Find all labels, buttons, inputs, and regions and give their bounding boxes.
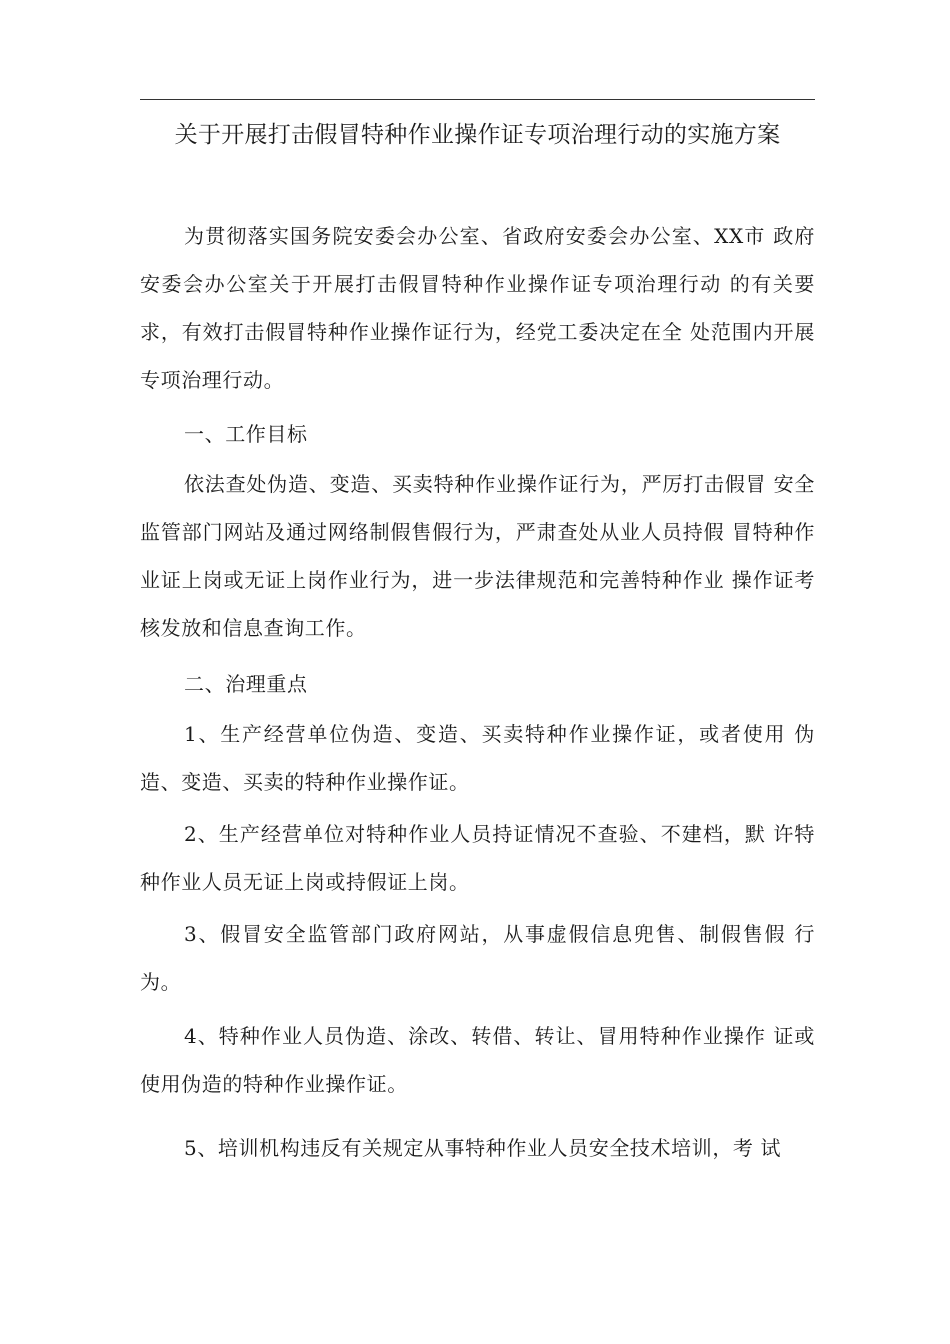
- intro-paragraph: 为贯彻落实国务院安委会办公室、省政府安委会办公室、XX市 政府安委会办公室关于开展打击假冒特种作业操作证专项治理行动 的有关要求，有效打击假冒特种作业操作证行为，经党工委决定在全 处范围内开展专项治理行动。: [140, 224, 815, 392]
- goals-paragraph: 依法查处伪造、变造、买卖特种作业操作证行为，严厉打击假冒 安全监管部门网站及通过网络制假售假行为，严肃查处从业人员持假 冒特种作业证上岗或无证上岗作业行为，进一步法律规范和完善特种作业 操作证考核发放和信息查询工作。: [140, 472, 815, 640]
- section-heading-focus: 二、治理重点: [184, 672, 308, 696]
- section-heading-goals: 一、工作目标: [184, 422, 308, 446]
- focus-item: 5、培训机构违反有关规定从事特种作业人员安全技术培训，考 试: [184, 1136, 782, 1160]
- focus-item: 3、假冒安全监管部门政府网站，从事虚假信息兜售、制假售假 行为。: [140, 922, 815, 994]
- focus-item: 1、生产经营单位伪造、变造、买卖特种作业操作证，或者使用 伪造、变造、买卖的特种作业操作证。: [140, 722, 815, 794]
- header-rule: [140, 99, 815, 100]
- focus-item: 4、特种作业人员伪造、涂改、转借、转让、冒用特种作业操作 证或使用伪造的特种作业操作证。: [140, 1024, 815, 1096]
- document-title: 关于开展打击假冒特种作业操作证专项治理行动的实施方案: [174, 122, 781, 148]
- focus-item: 2、生产经营单位对特种作业人员持证情况不查验、不建档，默 许特种作业人员无证上岗或持假证上岗。: [140, 822, 815, 894]
